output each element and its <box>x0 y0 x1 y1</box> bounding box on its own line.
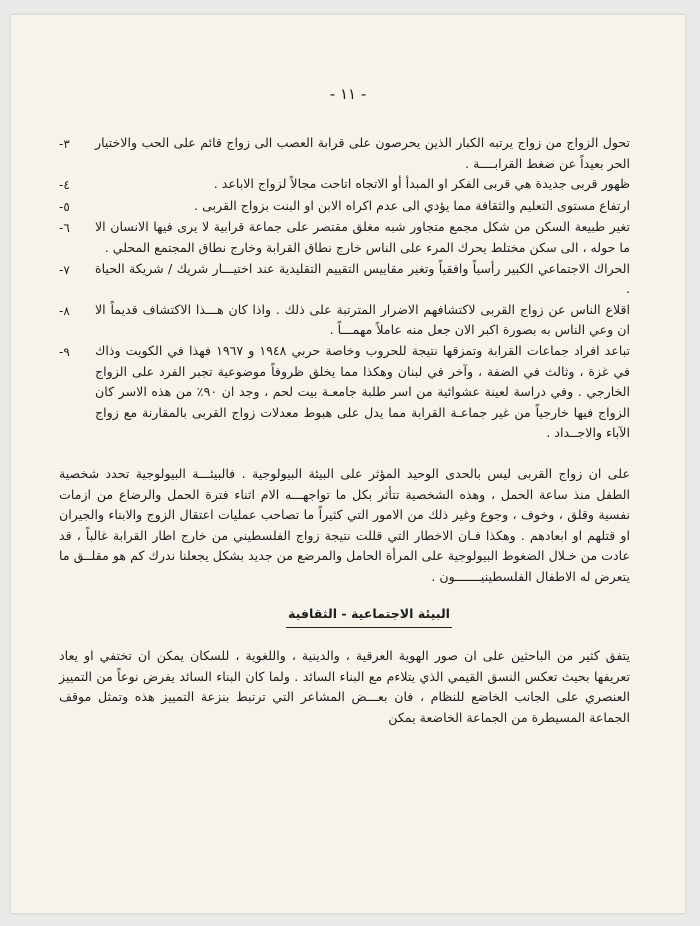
section-heading-wrap <box>59 604 630 628</box>
list-item-text: تباعد افراد جماعات القرابة وتمزقها نتيجة للحروب وخاصة حربي ١٩٤٨ و ١٩٦٧ فهذا في الكويت وذاك في غزة ، وثالث في الضفة ، وآخر في لبنان وهكذا مما يخلق ظروفاً موضوعية تجبر الفرد على الزواج الخارجي . وفي دراسة لعينة عشوائية من اسر طلبة جامعـة بيت لحم ، وجد ان ٩٠٪ من هذه الاسر كان الزواج فيها خارجياً من غير جماعـة القرابة مما يدل على هبوط معدلات زواج القربى بالمقارنة مع زواج الآباء والاجــداد . <box>95 342 631 441</box>
list-item-number: -٤ <box>59 178 70 193</box>
list-item-number: -٦ <box>59 221 70 236</box>
list-item-number: -٨ <box>59 303 70 318</box>
document-page <box>11 15 685 913</box>
page-content <box>59 133 630 728</box>
list-item-text: تغير طبيعة السكن من شكل مجمع متجاور شبه مغلق مقتصر على جماعة قرابية لا يرى فيها الانسان الا ما حوله ، الى سكن مختلط يحرك المرء على الناس خارج نطاق القرابة وخارج نطاق المجتمع المحلي . <box>95 219 630 255</box>
list-item <box>59 341 630 444</box>
body-paragraph: يتفق كثير من الباحثين على ان صور الهوية العرقية ، والدينية ، واللغوية ، للسكان يمكن ان تختفي او يعاد تعريفها بحيث تعكس النسق القيمي الذي يتلاءم مع البناء السائد . ولما كان البناء السائد يفرض نوعاً من التمييز العنصري على الجانب الخاضع للنظام ، فان بعـــض المشاعر التي ترتبط بنزعة التمييز هذه وتمثل موقف الجماعة المسيطرة من الجماعة الخاضعة يمكن <box>59 648 630 725</box>
list-item <box>59 259 630 300</box>
list-item <box>59 196 630 218</box>
list-item <box>59 217 630 258</box>
list-item-text: ظهور قربى جديدة هي قربى الفكر او المبدأ أو الاتجاه اتاحت مجالاً لزواج الاباعد . <box>213 176 630 192</box>
list-item <box>59 174 630 196</box>
page-number: - ١١ - <box>329 85 367 103</box>
list-item <box>59 133 630 174</box>
list-item-text: الحراك الاجتماعي الكبير رأسياً وافقياً وتغير مقاييس التقييم التقليدية عند اختيـــار شريك / شريكة الحياة . <box>95 260 630 297</box>
body-paragraph: على ان زواج القربى ليس بالحدى الوحيد المؤثر على البيئة البيولوجية . فالبيئـــة البيولوجية تحدد شخصية الطفل منذ ساعة الحمل ، وهذه الشخصية تتأثر بكل ما تواجهـــه الام اثناء فترة الحمل والرضاع من ازمات نفسية وقلق ، وخوف ، وجوع وغير ذلك من الامور التي كثيراً ما تصاحب عمليات اعتقال الزوج والابناء والجيران او قتلهم او ابعادهم . وهكذا فـان الاخطار التي قللت نتيجة زواج الفلسطيني من خارج اطار القرابة غالباً ، قد عادت من خـلال الضغوط البيولوجية على المرأة الحامل والمرضع من جديد بشكل يجعلنا ندرك كم هو مقلــق ما يتعرض له الاطفال الفلسطينيـــــــون . <box>59 465 630 584</box>
list-item <box>59 300 630 341</box>
list-item-number: -٣ <box>59 137 70 151</box>
list-item-number: -٩ <box>59 344 70 359</box>
list-item-text: تحول الزواج من زواج يرتبه الكبار الذين يحرصون على قرابة العصب الى زواج قائم على الحب والاختيار الحر بعيداً عن ضغط القرابــــة . <box>95 135 630 171</box>
list-item-text: اقلاع الناس عن زواج القربى لاكتشافهم الاضرار المترتبة على ذلك . واذا كان هـــذا الاكتشاف قديماً الا ان وعي الناس به بصورة اكبر الان جعل منه عاملاً مهمـــاً . <box>95 301 630 338</box>
list-item-text: ارتفاع مستوى التعليم والثقافة مما يؤدي الى عدم اكراه الابن او البنت بزواج القربى . <box>194 197 630 213</box>
list-item-number: -٧ <box>59 262 70 277</box>
list-item-number: -٥ <box>59 199 70 214</box>
section-heading: البيئة الاجتماعية - الثقافية <box>286 604 452 628</box>
